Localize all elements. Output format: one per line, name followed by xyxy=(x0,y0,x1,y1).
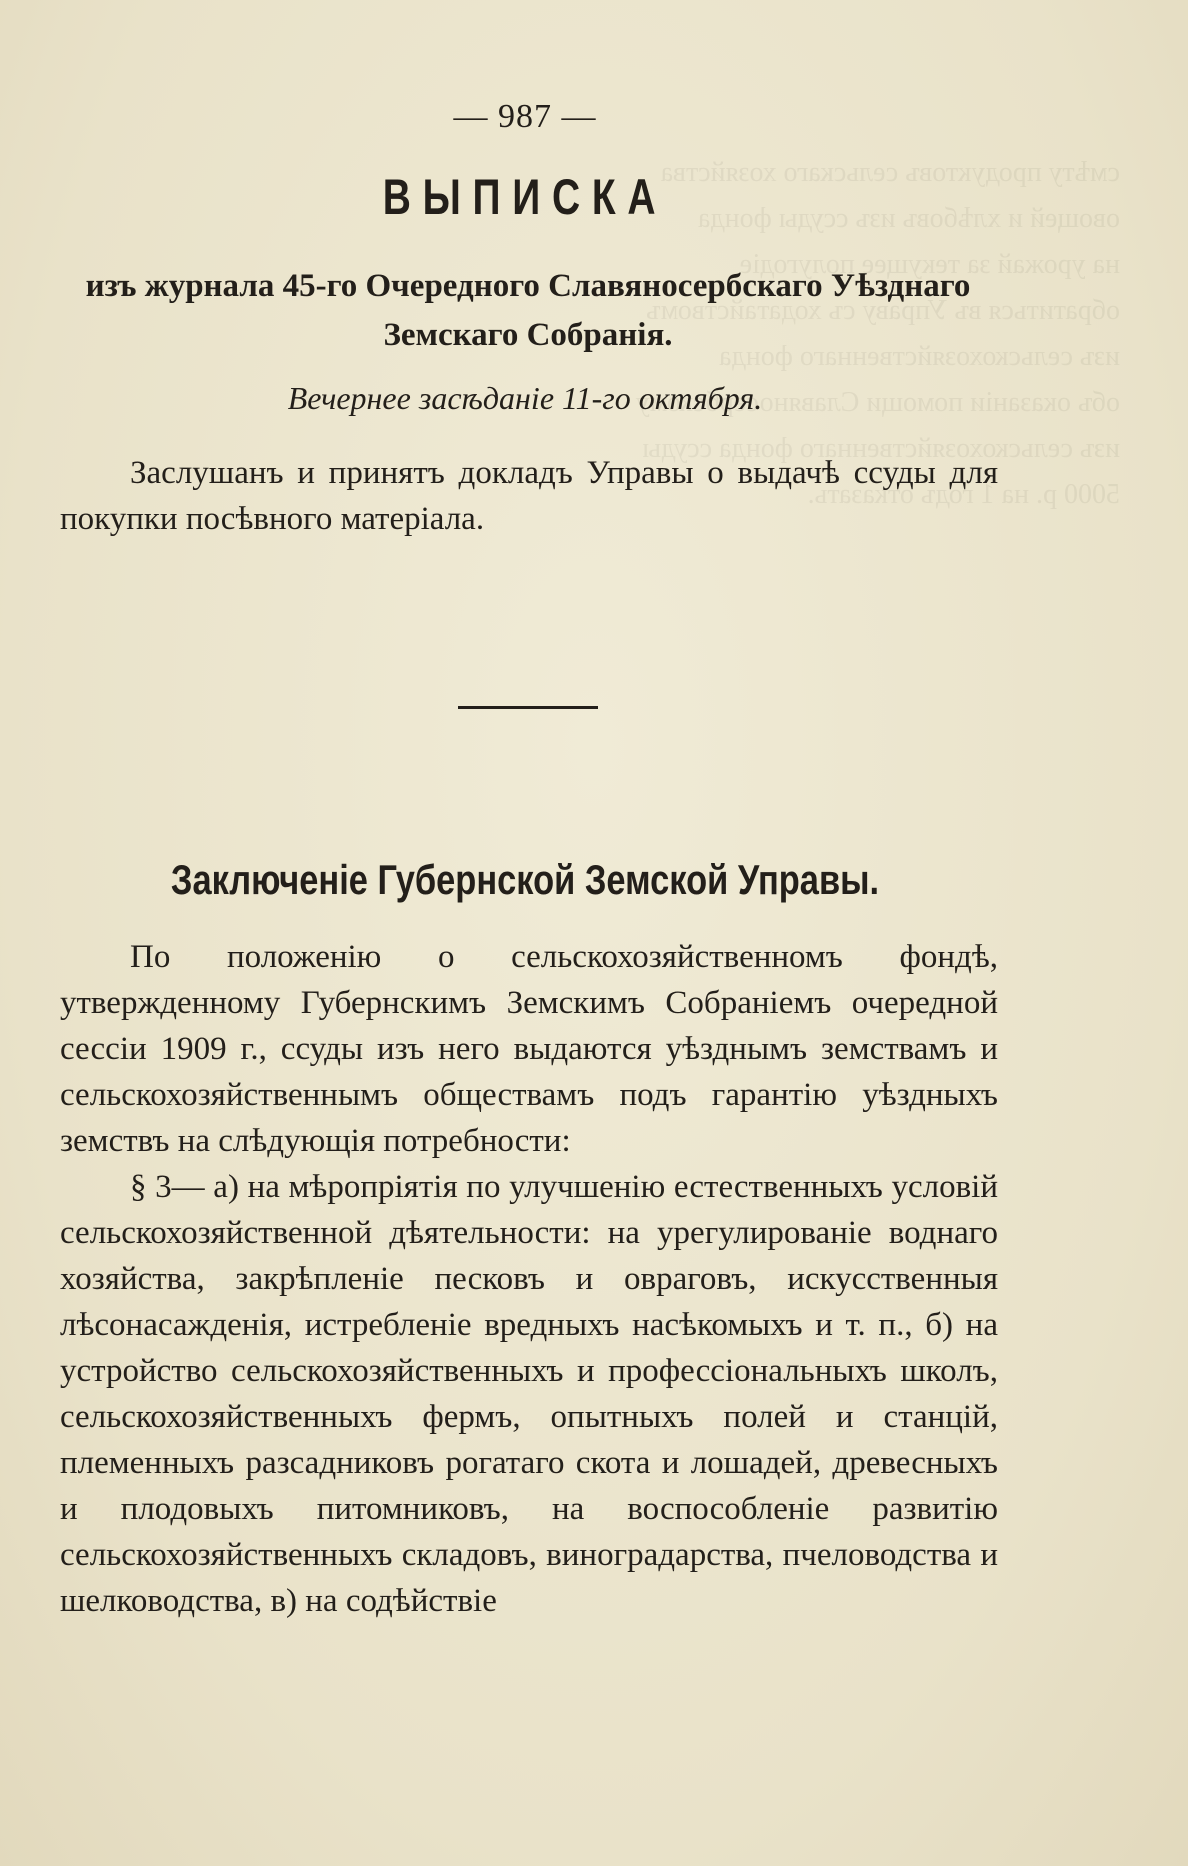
section-heading: Заключеніе Губернской Земской Управы. xyxy=(170,856,880,903)
session-line: Вечернее засѣданіе 11-го октября. xyxy=(287,380,763,416)
bleed-through-texture: смѣту продуктовъ сельскаго хозяйства овощей и хлѣбовъ изъ ссуды фонда на урожай за текущее полугодіе обратиться въ Управу съ ходатайствомъ изъ сельскохозяйственнаго фонда объ оказаніи помощи Славяносербскому изъ сельскохозяйственнаго фонда ссуды 5000 р. на 1 годъ отказать. xyxy=(635,157,1120,510)
section-divider xyxy=(458,706,598,709)
document-subtitle: изъ журнала 45-го Очередного Славяносербскаго Уѣзднаго Земскаго Собранія. xyxy=(85,268,971,353)
page-number: — 987 — xyxy=(453,98,597,135)
body-paragraph: По положенію о сельскохозяйственномъ фондѣ, утвержденному Губернскимъ Земскимъ Собраніемъ очередной сессіи 1909 г., ссуды изъ него выдаются уѣзднымъ земствамъ и сельскохозяйственнымъ обществамъ подъ гарантію уѣздныхъ земствъ на слѣдующія потребности: xyxy=(60,939,998,1159)
document-title: ВЫПИСКА xyxy=(382,169,668,225)
body-paragraph: § 3— а) на мѣропріятія по улучшенію естественныхъ условій сельскохозяйственной дѣятельности: на урегулированіе воднаго хозяйства, закрѣпленіе песковъ и овраговъ, искусственныя лѣсонасажденія, истребленіе вредныхъ насѣкомыхъ и т. п., б) на устройство сельскохозяйственныхъ и профессіональныхъ школъ, сельскохозяйственныхъ фермъ, опытныхъ полей и станцій, племенныхъ разсадниковъ рогатаго скота и лошадей, древесныхъ и плодовыхъ питомниковъ, на воспособленіе развитію сельскохозяйственныхъ складовъ, виноградарства, пчеловодства и шелководства, в) на содѣйствіе xyxy=(60,1169,998,1619)
resolution-paragraph: Заслушанъ и принятъ докладъ Управы о выдачѣ ссуды для покупки посѣвного матеріала. xyxy=(60,455,998,537)
